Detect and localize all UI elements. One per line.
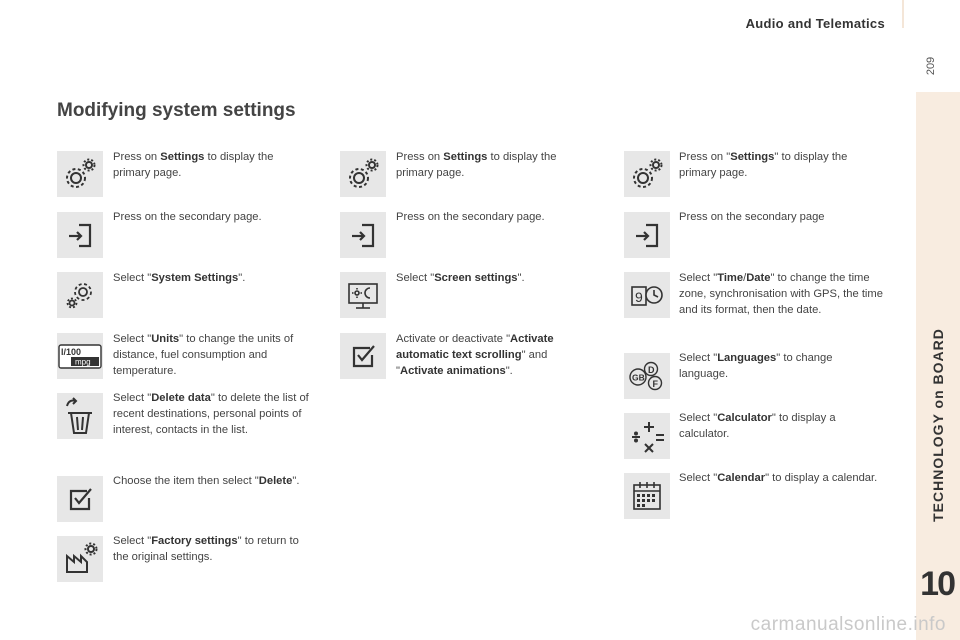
secondary-page-icon <box>57 212 103 258</box>
checkbox-icon <box>57 476 103 522</box>
step-emphasis: Calendar <box>717 472 766 484</box>
step-run: Select " <box>679 412 718 424</box>
units-bottom-label: mpg <box>75 357 91 367</box>
gear-icon <box>340 151 386 197</box>
lang-d-label: D <box>648 365 655 375</box>
step-text <box>113 209 313 225</box>
step-text <box>396 270 596 286</box>
step-emphasis: Activate automatic text scrolling <box>396 333 554 361</box>
step-emphasis: Calculator <box>717 412 772 424</box>
step-run: ". <box>517 272 525 284</box>
step-text <box>396 149 596 181</box>
step-run: " to change language. <box>679 352 833 380</box>
step-text <box>396 331 581 379</box>
step-emphasis: Activate animations <box>399 365 506 377</box>
step-run: Select " <box>679 352 718 364</box>
step-run: Select " <box>113 333 152 345</box>
step-text <box>679 149 879 181</box>
step-text <box>679 350 879 382</box>
step-run: Press on " <box>679 151 731 163</box>
chapter-label <box>918 300 958 550</box>
time-digit: 9 <box>635 289 643 305</box>
step-run: Press on the secondary page. <box>396 211 545 223</box>
gear-icon <box>57 151 103 197</box>
step-run: " and " <box>396 349 548 377</box>
step-run: Select " <box>113 535 152 547</box>
checkbox-icon <box>340 333 386 379</box>
step-text <box>113 533 313 565</box>
step-emphasis: Languages <box>717 352 777 364</box>
step-run: Press on <box>113 151 161 163</box>
languages-icon <box>624 353 670 399</box>
step-run: Press on the secondary page <box>679 211 825 223</box>
step-run: Activate or deactivate " <box>396 333 511 345</box>
chapter-label-text: TECHNOLOGY on BOARD <box>930 328 946 522</box>
step-run: to display the primary page. <box>113 151 274 179</box>
step-run: ". <box>238 272 246 284</box>
step-run: " to return to the original settings. <box>113 535 299 563</box>
gear-icon <box>624 151 670 197</box>
step-emphasis: Units <box>151 333 180 345</box>
units-icon <box>57 333 103 379</box>
step-text <box>679 470 879 486</box>
page-number: 209 <box>924 56 937 76</box>
step-run: / <box>743 272 747 284</box>
step-run: Select " <box>113 272 152 284</box>
step-emphasis: Settings <box>730 151 775 163</box>
units-top-label: l/100 <box>61 347 82 357</box>
step-text <box>113 149 313 181</box>
step-text <box>113 473 343 489</box>
step-run: " to change the units of distance, fuel consumption and temperature. <box>113 333 294 377</box>
step-run: " to display a calendar. <box>765 472 878 484</box>
system-settings-icon <box>57 272 103 318</box>
step-emphasis: Date <box>746 272 771 284</box>
calendar-icon <box>624 473 670 519</box>
step-text <box>113 270 313 286</box>
step-run: Select " <box>396 272 435 284</box>
step-text <box>679 209 879 225</box>
step-run: ". <box>505 365 513 377</box>
step-run: " to delete the list of recent destinations, personal points of interest, contacts in the list. <box>113 392 309 436</box>
time-date-icon <box>624 272 670 318</box>
secondary-page-icon <box>340 212 386 258</box>
step-run: " to display a calculator. <box>679 412 836 440</box>
page-title: Modifying system settings <box>57 100 296 121</box>
lang-gb-label: GB <box>632 372 645 383</box>
step-text <box>113 390 323 438</box>
step-emphasis: Screen settings <box>434 272 518 284</box>
step-run: ". <box>292 475 300 487</box>
step-run: Press on <box>396 151 444 163</box>
step-emphasis: Settings <box>160 151 205 163</box>
step-emphasis: Delete data <box>151 392 211 404</box>
watermark: carmanualsonline.info <box>750 614 946 635</box>
step-run: Select " <box>679 472 718 484</box>
header-divider <box>902 0 904 28</box>
step-run: Select " <box>679 272 718 284</box>
step-run: " to change the time zone, synchronisation with GPS, the time and its format, then the date. <box>679 272 883 316</box>
calculator-icon <box>624 413 670 459</box>
step-run: " to display the primary page. <box>679 151 848 179</box>
step-run: Press on the secondary page. <box>113 211 262 223</box>
step-emphasis: Settings <box>443 151 488 163</box>
step-emphasis: Time <box>717 272 744 284</box>
secondary-page-icon <box>624 212 670 258</box>
step-run: Select " <box>113 392 152 404</box>
step-text <box>113 331 313 379</box>
step-run: to display the primary page. <box>396 151 557 179</box>
delete-data-icon <box>57 393 103 439</box>
screen-settings-icon <box>340 272 386 318</box>
step-text <box>396 209 596 225</box>
step-emphasis: Delete <box>258 475 293 487</box>
step-text <box>679 270 889 318</box>
section-header: Audio and Telematics <box>745 16 885 31</box>
factory-settings-icon <box>57 536 103 582</box>
step-emphasis: System Settings <box>151 272 239 284</box>
step-text <box>679 410 879 442</box>
step-emphasis: Factory settings <box>151 535 238 547</box>
step-run: Choose the item then select " <box>113 475 259 487</box>
lang-f-label: F <box>652 379 658 389</box>
chapter-number: 10 <box>920 565 954 603</box>
